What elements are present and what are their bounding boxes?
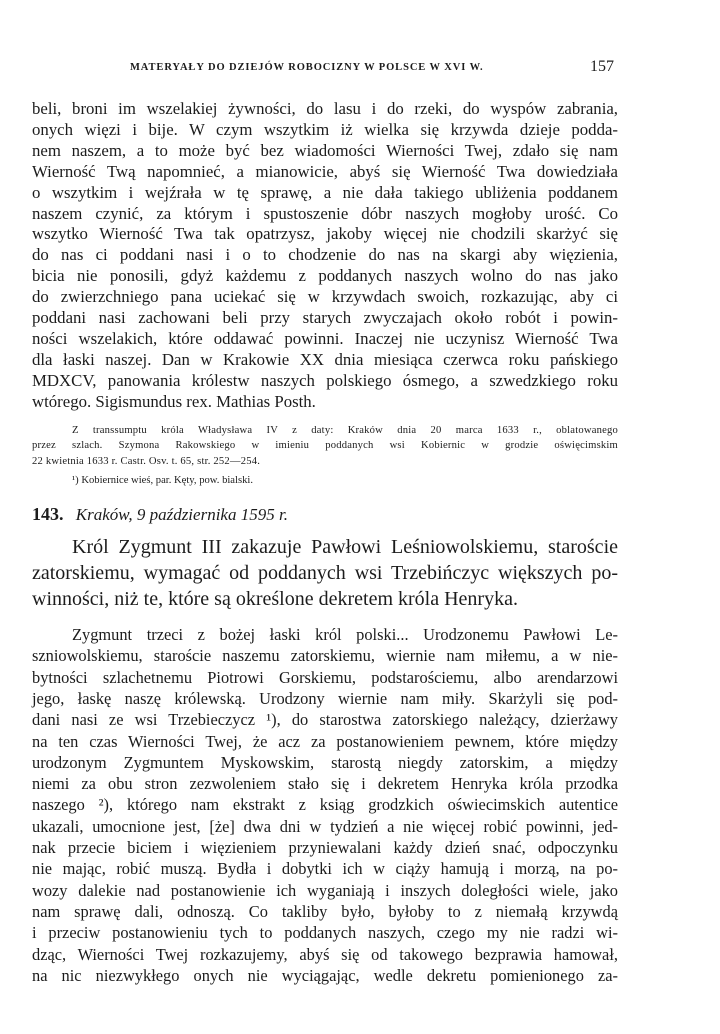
text-line: ukazali, umocnione jest, [że] dwa dni w tydzień a nie więcej robić powinni, jed- bbox=[32, 816, 618, 836]
text-line: wszytko Wierność Twa tak opatrzysz, jakoby więcej nie chodzili skarżyć się bbox=[32, 224, 618, 244]
text-line: niemi za obu stron zezwoleniem stało się i dekretem Henryka króla przodka bbox=[32, 774, 618, 794]
text-line: MDXCV, panowania królestw naszych polskiego ósmego, a szwedzkiego roku bbox=[32, 370, 618, 390]
text-line: wozy dalekie nad postanowienie ich wyganiają i inszych doległości wiele, jako bbox=[32, 880, 618, 900]
text-line: naszego ²), którego nam ekstrakt z ksiąg grodzkich oświecimskich autentice bbox=[32, 795, 618, 815]
text-line: o wszytkim i wejźrała w tę sprawę, a nie dała takiego ubliżenia poddanem bbox=[32, 182, 618, 202]
document-number: 143. bbox=[32, 504, 64, 525]
footnote-1: ¹) Kobiernice wieś, par. Kęty, pow. bialski. bbox=[72, 475, 253, 487]
text-line: naszem czynić, za którym i spustoszenie dóbr naszych mogłoby urość. Co bbox=[32, 203, 618, 223]
page-header bbox=[32, 56, 618, 86]
text-line: na ten czas Wierności Twej, że acz za postanowieniem pewnem, które między bbox=[32, 731, 618, 751]
text-line: i przeciw postanowieniu tych to poddanych naszych, czego my nie radzi wi- bbox=[32, 923, 618, 943]
source-note-line: Z transsumptu króla Władysława IV z daty: Kraków dnia 20 marca 1633 r., oblatowanego bbox=[72, 424, 618, 436]
text-line: do nas ci poddani nasi i o to chodzenie do nas na skargi aby więzienia, bbox=[32, 245, 618, 265]
text-line: szniowolskiemu, staroście naszemu zatorskiemu, wiernie nam miłemu, a w nie- bbox=[32, 646, 618, 666]
text-line: onych więzi i bije. W czym wszytkim iż wielka się krzywda dzieje podda- bbox=[32, 119, 618, 139]
text-line: nam sprawę dali, odnoszą. Co takliby było, byłoby to z niemałą krzywdą bbox=[32, 901, 618, 921]
text-line: beli, broni im wszelakiej żywności, do lasu i do rzeki, do wyspów zabrania, bbox=[32, 99, 618, 118]
text-line: nak przecie biciem i więzieniem przyniewalani każdy dzień snać, odpoczynku bbox=[32, 838, 618, 858]
text-line: do zwierzchniego pana uciekać się w krzywdach swoich, rozkazując, aby ci bbox=[32, 287, 618, 307]
document-page bbox=[32, 56, 618, 986]
regest-line: Król Zygmunt III zakazuje Pawłowi Leśniowolskiemu, staroście bbox=[72, 536, 618, 559]
text-line: wtórego. Sigismundus rex. Mathias Posth. bbox=[32, 391, 316, 411]
text-line: nem naszem, a to może być bez wiadomości Wierności Twej, zdało się nam bbox=[32, 140, 618, 160]
text-line: jego, łaskę naszę królewską. Urodzony wiernie nam miły. Skarżyli się pod- bbox=[32, 688, 618, 708]
paragraph-2 bbox=[32, 624, 618, 986]
source-note bbox=[32, 423, 618, 470]
text-line: Zygmunt trzeci z bożej łaski król polski... Urodzonemu Pawłowi Le- bbox=[72, 625, 618, 645]
regest-line: zatorskiemu, wymagać od poddanych wsi Trzebińczyc większych po- bbox=[32, 562, 618, 585]
text-line: poddani nasi zachowani beli przy starych zwyczajach około robót i powin- bbox=[32, 308, 618, 328]
document-regest bbox=[32, 534, 618, 612]
paragraph-1 bbox=[32, 99, 618, 413]
document-place-date: Kraków, 9 października 1595 r. bbox=[75, 505, 288, 525]
text-line: na nic niezwykłego onych nie wyciągając, wedle dekretu pomienionego za- bbox=[32, 965, 618, 985]
source-note-line: przez szlach. Szymona Rakowskiego w imieniu poddanych wsi Kobiernic w grodzie oświęcimskim bbox=[32, 440, 618, 452]
document-heading bbox=[32, 503, 618, 526]
regest-line: winności, niż te, które są określone dekretem króla Henryka. bbox=[32, 588, 518, 611]
text-line: dząc, Wierności Twej rozkazujemy, abyś się od takowego bezprawia hamował, bbox=[32, 944, 618, 964]
text-line: bicia nie ponosili, gdyż każdemu z poddanych naszych wolno do nas jako bbox=[32, 266, 618, 286]
source-note-line: 22 kwietnia 1633 r. Castr. Osv. t. 65, str. 252—254. bbox=[32, 455, 261, 467]
text-line: urodzonym Zygmuntem Myskowskim, starostą niegdy zatorskim, a między bbox=[32, 752, 618, 772]
text-line: nie mając, robić muszą. Bydła i dobytki ich w ciąży hamują i morzą, na po- bbox=[32, 859, 618, 879]
text-line: Wierność Twą napomnieć, a mianowicie, abyś się Wierność Twa dowiedziała bbox=[32, 161, 618, 181]
text-line: ności wszelakich, które oddawać powinni. Inaczej nie uczynisz Wierność Twa bbox=[32, 328, 618, 348]
text-line: bytności szlachetnemu Piotrowi Gorskiemu, podstarościemu, albo arendarzowi bbox=[32, 667, 618, 687]
text-line: dla łaski naszej. Dan w Krakowie XX dnia miesiąca czerwca roku pańskiego bbox=[32, 349, 618, 369]
text-line: dani nasi ze wsi Trzebieczycz ¹), do starostwa zatorskiego należący, dzierżawy bbox=[32, 710, 618, 730]
page-number: 157 bbox=[590, 58, 614, 75]
running-head: MATERYAŁY DO DZIEJÓW ROBOCIZNY W POLSCE W XVI W. bbox=[130, 62, 484, 73]
